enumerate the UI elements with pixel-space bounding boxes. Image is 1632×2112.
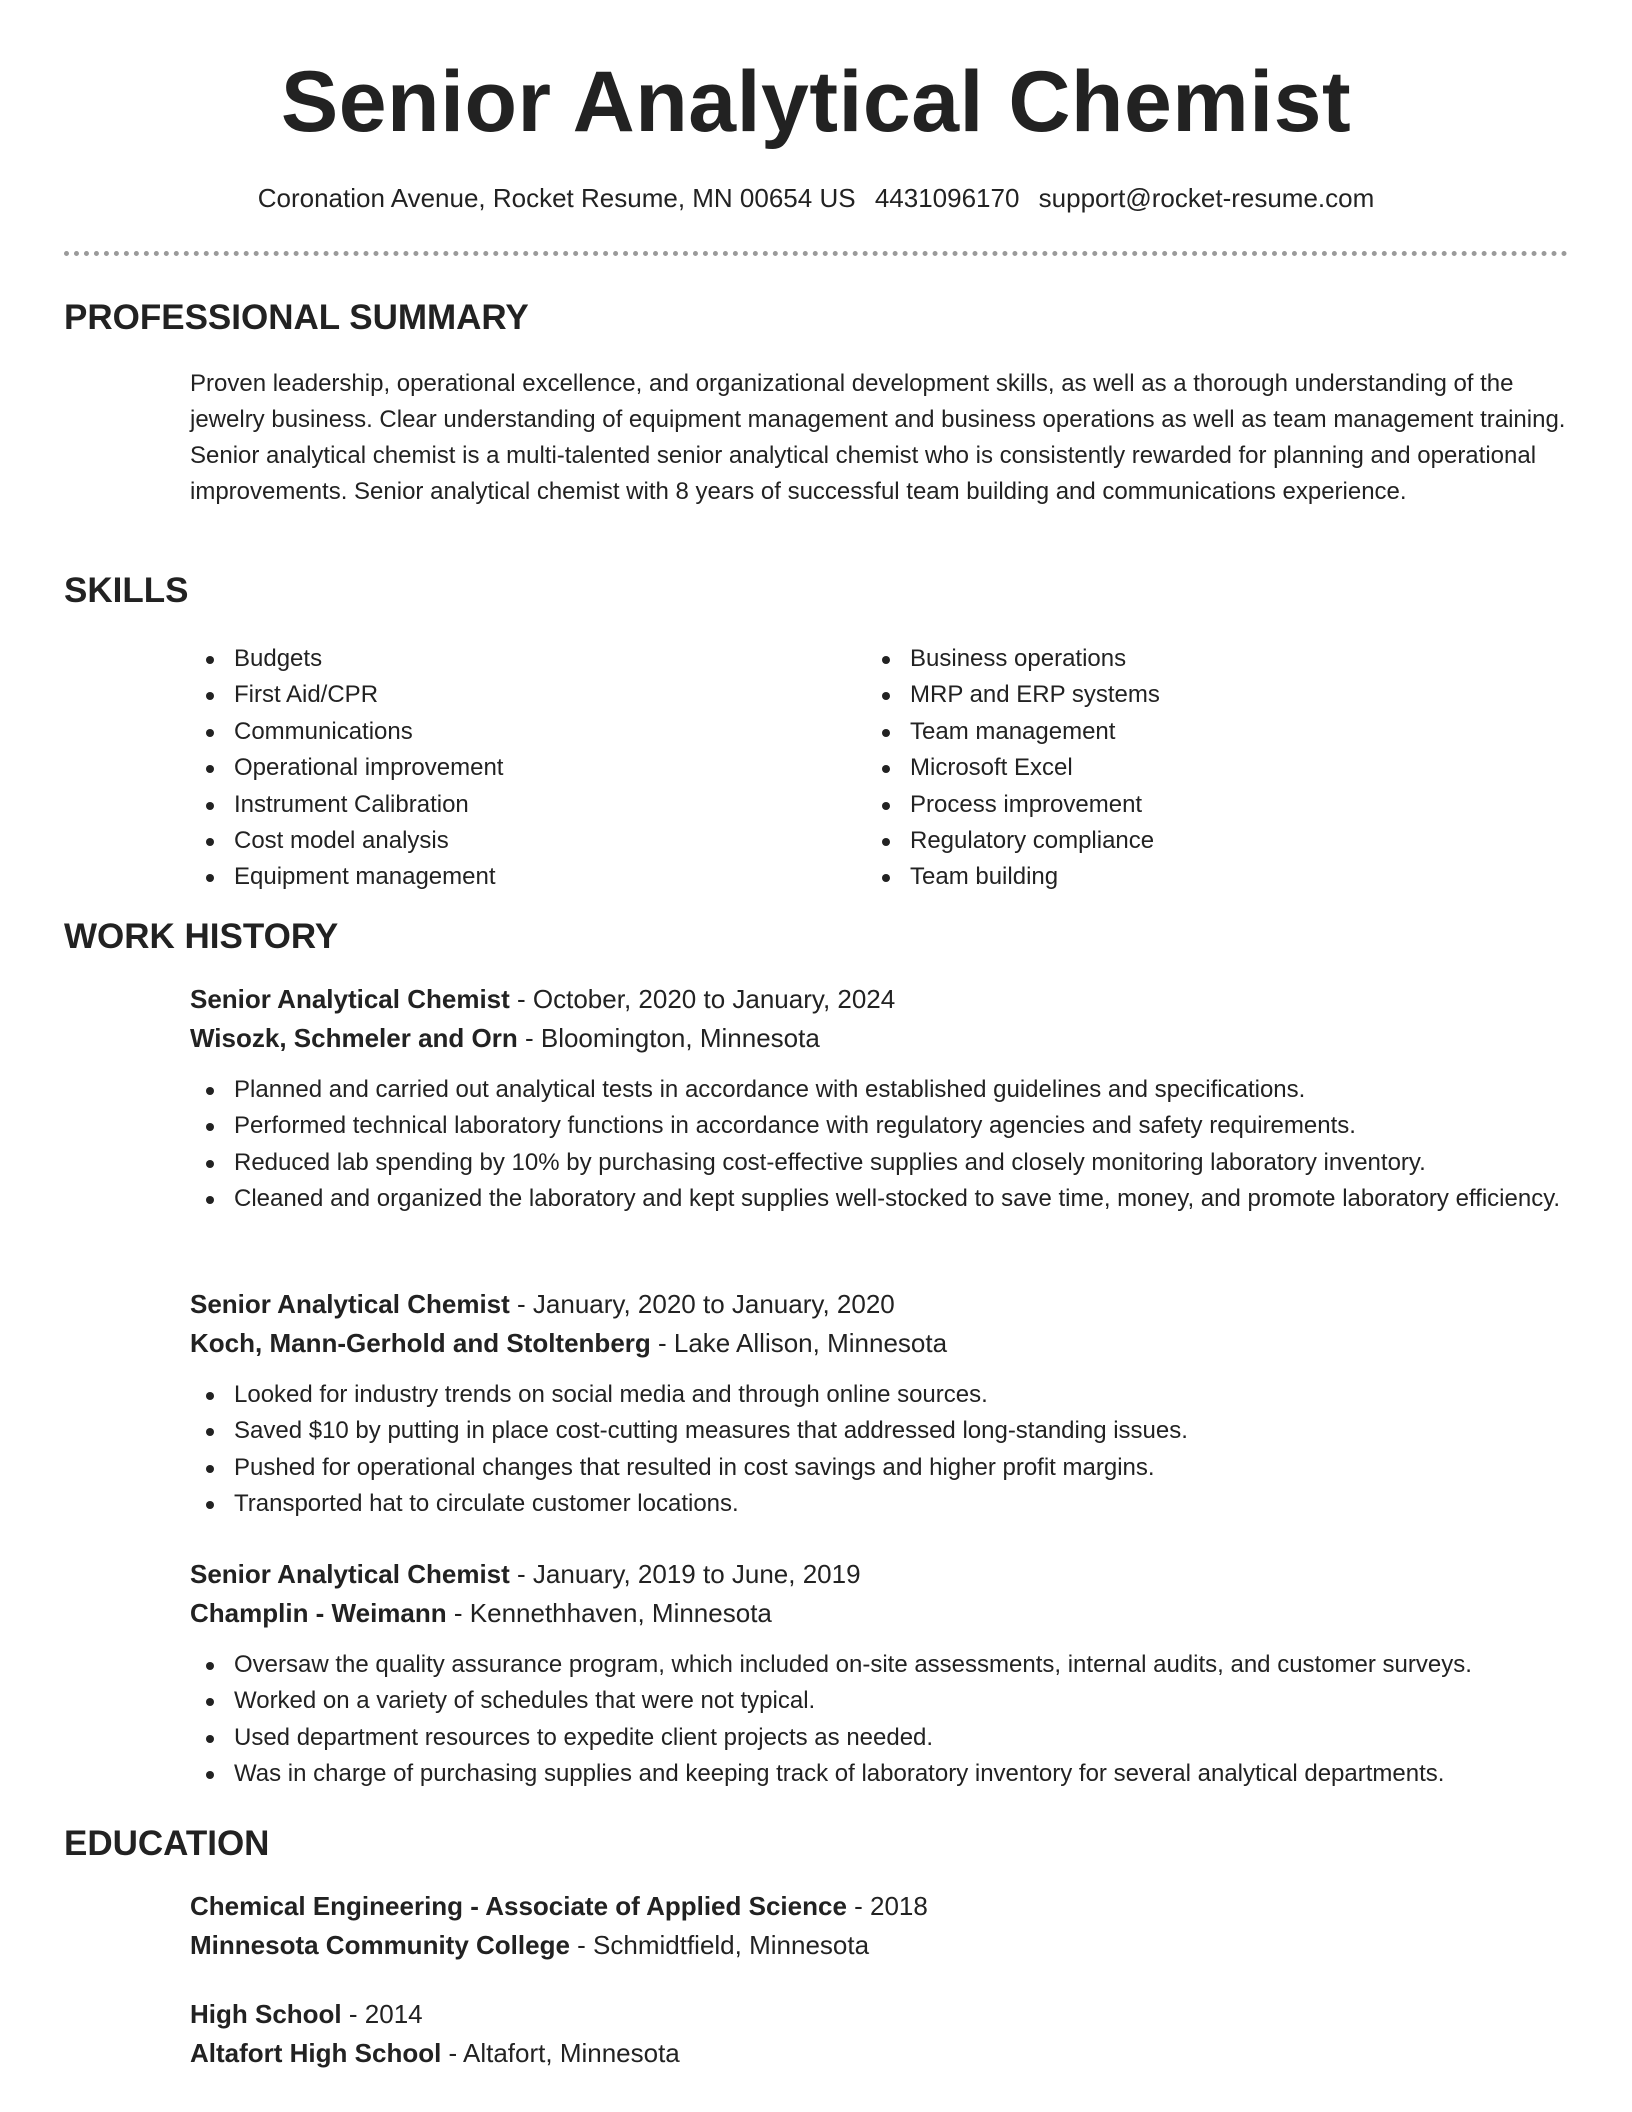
header-divider [64, 251, 1568, 256]
contact-address: Coronation Avenue, Rocket Resume, MN 00654 US [257, 183, 856, 213]
job-bullet: Reduced lab spending by 10% by purchasing cost-effective supplies and closely monitoring laboratory inventory. [190, 1145, 1570, 1181]
skill-item: Cost model analysis [190, 823, 810, 859]
job-location: - Lake Allison, Minnesota [650, 1328, 948, 1358]
skill-item: MRP and ERP systems [866, 677, 1486, 713]
skill-item: Equipment management [190, 859, 810, 895]
education-school: Minnesota Community College [190, 1930, 570, 1960]
job-bullets [190, 1072, 1570, 1218]
job-title: Senior Analytical Chemist [190, 1289, 510, 1319]
job-company: Wisozk, Schmeler and Orn [190, 1023, 518, 1053]
education-entry [190, 1995, 1570, 2073]
job-dates: - October, 2020 to January, 2024 [509, 984, 896, 1014]
skills-list-left [190, 641, 810, 896]
resume-name: Senior Analytical Chemist [280, 54, 1352, 150]
education-year: - 2014 [341, 1999, 423, 2029]
job-bullet: Used department resources to expedite client projects as needed. [190, 1720, 1570, 1756]
skill-item: Instrument Calibration [190, 787, 810, 823]
skills-list-right [866, 641, 1486, 896]
job-bullet: Was in charge of purchasing supplies and keeping track of laboratory inventory for several analytical departments. [190, 1756, 1570, 1792]
skill-item: Team management [866, 714, 1486, 750]
contact-email: support@rocket-resume.com [1038, 183, 1375, 213]
education-location: - Schmidtfield, Minnesota [569, 1930, 870, 1960]
skill-item: First Aid/CPR [190, 677, 810, 713]
education-location: - Altafort, Minnesota [441, 2038, 680, 2068]
education-school: Altafort High School [190, 2038, 442, 2068]
job-bullet: Worked on a variety of schedules that were not typical. [190, 1683, 1570, 1719]
education-entry [190, 1887, 1570, 1965]
skill-item: Team building [866, 859, 1486, 895]
skill-item: Regulatory compliance [866, 823, 1486, 859]
skill-item: Process improvement [866, 787, 1486, 823]
job-title: Senior Analytical Chemist [190, 1559, 510, 1589]
skill-item: Budgets [190, 641, 810, 677]
skill-item: Communications [190, 714, 810, 750]
job-title: Senior Analytical Chemist [190, 984, 510, 1014]
job-company: Champlin - Weimann [190, 1598, 447, 1628]
skill-item: Microsoft Excel [866, 750, 1486, 786]
job-bullet: Cleaned and organized the laboratory and kept supplies well-stocked to save time, money, and promote laboratory efficiency. [190, 1181, 1570, 1217]
education-year: - 2018 [846, 1891, 928, 1921]
education-degree: High School [190, 1999, 342, 2029]
education-heading: EDUCATION [64, 1824, 270, 1863]
job-bullet: Saved $10 by putting in place cost-cutting measures that addressed long-standing issues. [190, 1413, 1570, 1449]
job-bullet: Oversaw the quality assurance program, which included on-site assessments, internal audits, and customer surveys. [190, 1647, 1570, 1683]
skills-heading: SKILLS [64, 571, 189, 610]
skill-item: Operational improvement [190, 750, 810, 786]
job-bullet: Planned and carried out analytical tests in accordance with established guidelines and specifications. [190, 1072, 1570, 1108]
work-history-heading: WORK HISTORY [64, 917, 339, 956]
contact-phone: 4431096170 [874, 183, 1020, 213]
job-company: Koch, Mann-Gerhold and Stoltenberg [190, 1328, 651, 1358]
job-bullet: Looked for industry trends on social media and through online sources. [190, 1377, 1570, 1413]
skill-item: Business operations [866, 641, 1486, 677]
job-entry [190, 980, 1570, 1218]
summary-text: Proven leadership, operational excellence, and organizational development skills, as well as a thorough understanding of the jewelry business. Clear understanding of equipment management and business operations as well as team management training. Senior analytical chemist is a multi-talented senior analytical chemist who is consistently rewarded for planning and operational improvements. Senior analytical chemist with 8 years of successful team building and communications experience. [190, 370, 1566, 505]
job-bullet: Pushed for operational changes that resulted in cost savings and higher profit margins. [190, 1450, 1570, 1486]
job-location: - Kennethhaven, Minnesota [446, 1598, 772, 1628]
education-degree: Chemical Engineering - Associate of Applied Science [190, 1891, 847, 1921]
job-entry [190, 1285, 1570, 1523]
job-bullets [190, 1647, 1570, 1793]
job-location: - Bloomington, Minnesota [517, 1023, 820, 1053]
contact-line [0, 181, 1632, 215]
job-dates: - January, 2019 to June, 2019 [509, 1559, 861, 1589]
job-bullet: Transported hat to circulate customer locations. [190, 1486, 1570, 1522]
job-dates: - January, 2020 to January, 2020 [509, 1289, 895, 1319]
summary-heading: PROFESSIONAL SUMMARY [64, 298, 529, 337]
job-entry [190, 1555, 1570, 1793]
job-bullet: Performed technical laboratory functions in accordance with regulatory agencies and safety requirements. [190, 1108, 1570, 1144]
job-bullets [190, 1377, 1570, 1523]
